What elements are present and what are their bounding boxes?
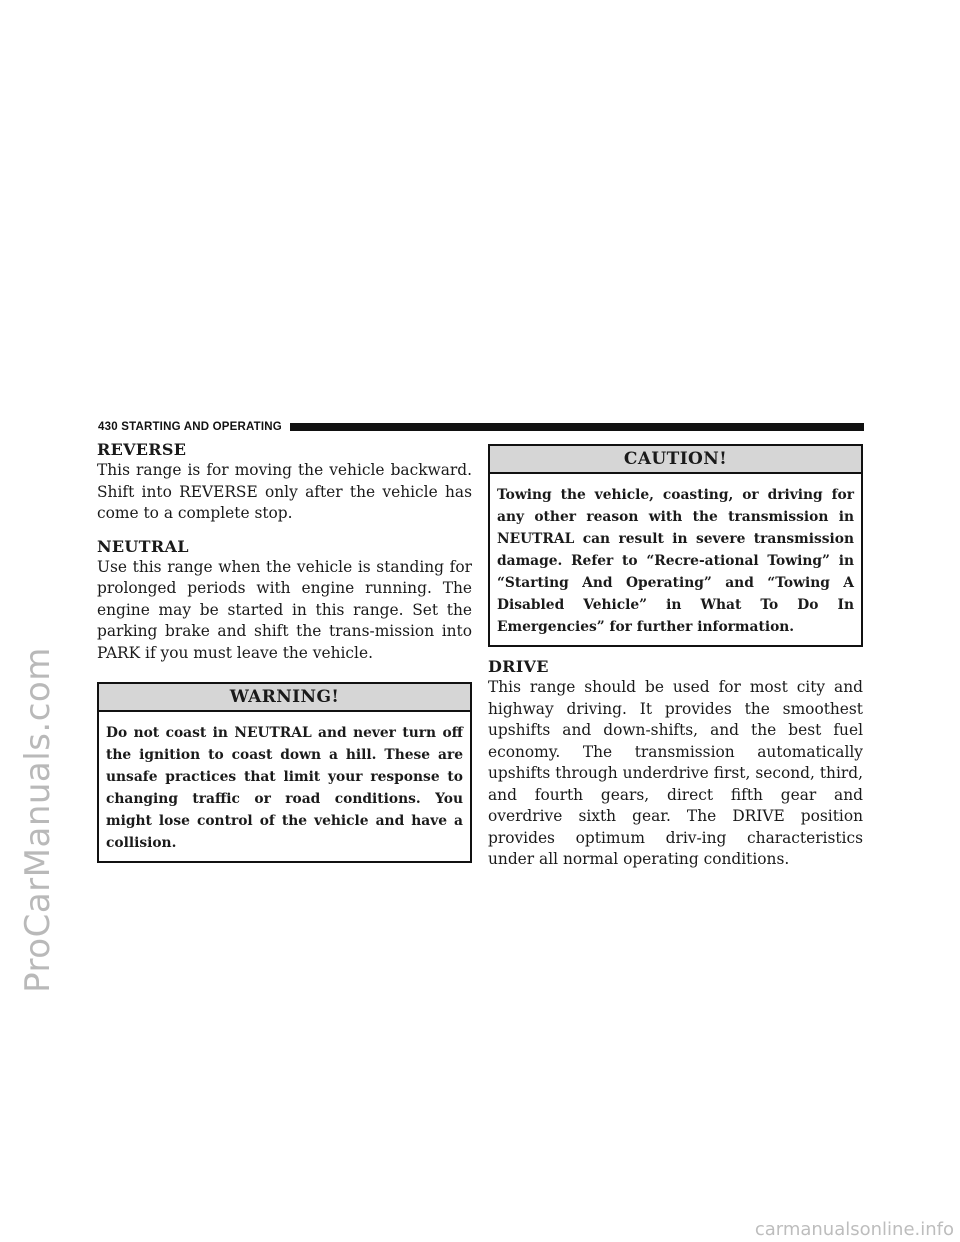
right-column xyxy=(488,440,863,883)
neutral-section xyxy=(97,537,472,665)
page-header xyxy=(98,420,864,434)
warning-box xyxy=(97,682,472,863)
section-title: STARTING AND OPERATING xyxy=(121,421,282,433)
drive-text: This range should be used for most city and highway driving. It provides the smoothest upshifts and down-shifts, and the best fuel economy. The transmission automatically upshifts through underdrive first, second, third, and fourth gears, direct fifth gear and overdrive sixth gear. The DRIVE position provides optimum driv-ing characteristics under all normal operating conditions. xyxy=(488,678,863,868)
caution-text: Towing the vehicle, coasting, or driving for any other reason with the transmission in NEUTRAL can result in severe transmission damage. Refer to “Recre-ational Towing” in “Starting And Operating” and “Towing A Disabled Vehicle” in What To Do In Emergencies” for further information. xyxy=(497,487,854,635)
page-number: 430 xyxy=(98,421,118,433)
drive-heading: DRIVE xyxy=(488,657,549,676)
page-number-and-section xyxy=(98,421,282,433)
reverse-section xyxy=(97,440,472,525)
warning-text: Do not coast in NEUTRAL and never turn off the ignition to coast down a hill. These are unsafe practices that limit your response to changing traffic or road conditions. You might lose control of the vehicle and have a collision. xyxy=(106,725,463,851)
bottom-watermark: carmanualsonline.info xyxy=(754,1219,954,1240)
reverse-text: This range is for moving the vehicle backward. Shift into REVERSE only after the vehicle has come to a complete stop. xyxy=(97,461,472,522)
neutral-text: Use this range when the vehicle is standing for prolonged periods with engine running. The engine may be started in this range. Set the parking brake and shift the trans-mission into PARK if you must leave the vehicle. xyxy=(97,557,472,662)
neutral-heading: NEUTRAL xyxy=(97,536,189,556)
header-rule xyxy=(290,423,864,431)
warning-title: WARNING! xyxy=(99,684,470,712)
caution-box xyxy=(488,444,863,647)
side-watermark xyxy=(8,420,68,1220)
side-watermark-text: ProCarManuals.com xyxy=(18,647,58,993)
left-column xyxy=(97,440,472,863)
drive-section xyxy=(488,657,863,871)
caution-title: CAUTION! xyxy=(490,446,861,474)
reverse-heading: REVERSE xyxy=(97,440,187,459)
